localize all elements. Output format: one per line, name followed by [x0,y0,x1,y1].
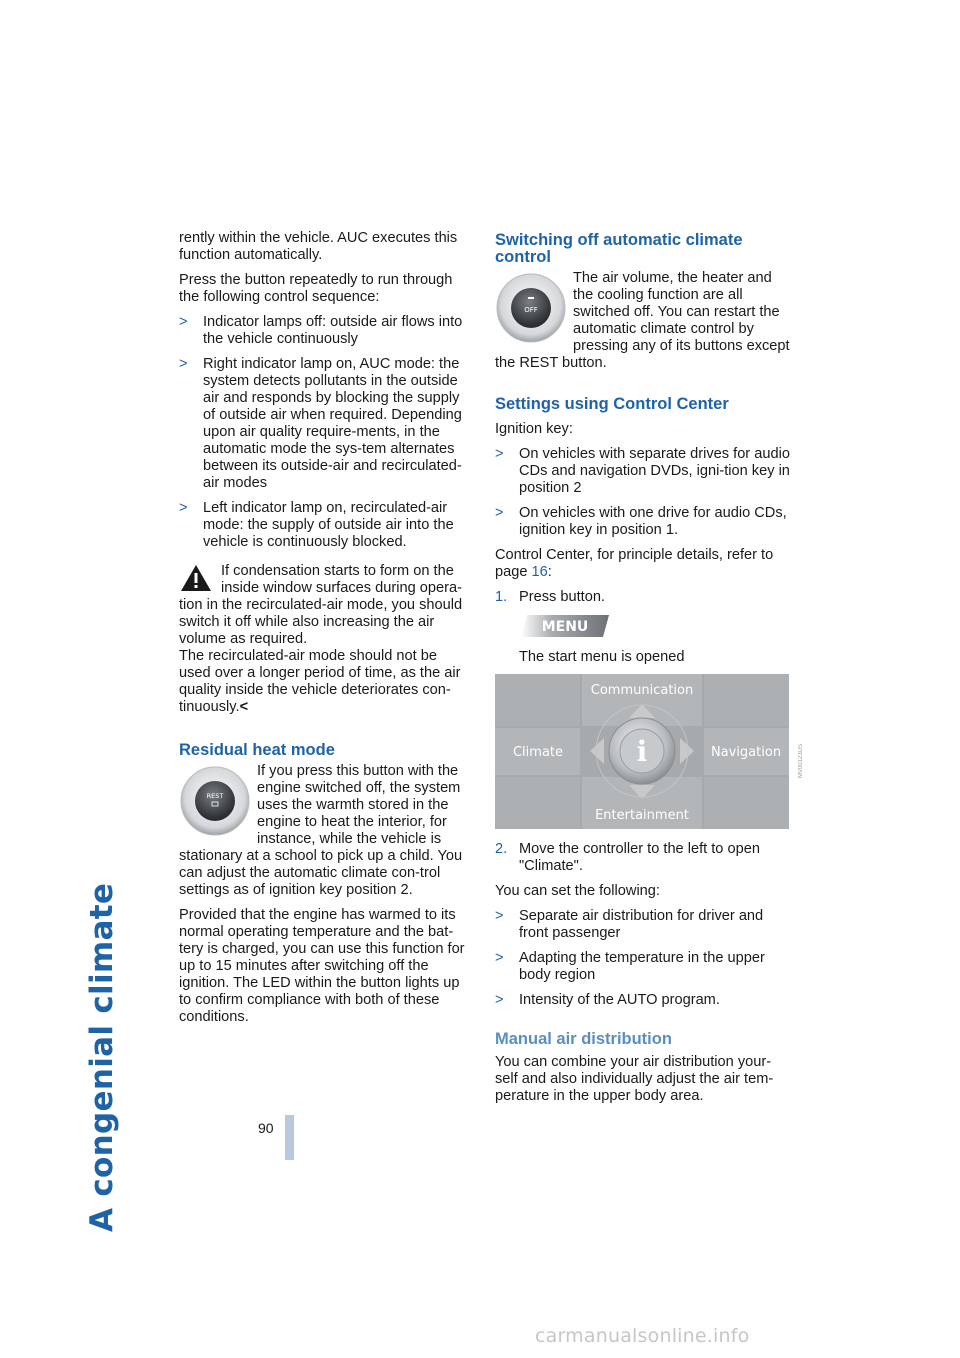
paragraph: Provided that the engine has warmed to its normal operating temperature and the bat-tery is charged, you can use this function for up to 15 minutes after switching off the ignition. The LED within the button lights up to confirm compliance with both of these conditions. [179,907,465,1025]
bullet-text: Right indicator lamp on, AUC mode: the system detects pollutants in the outside air and responds by blocking the supply of outside air when required. Depending upon air quality require-ments, in the automatic mode the sys-tem alternates between its outside-air and recirculated-air modes [203,356,462,491]
warning-text: If condensation starts to form on the inside window surfaces during opera-tion in the recirculated-air mode, you should switch it off while also increasing the air volume as required. [179,563,463,647]
bullet-marker: > [179,314,188,330]
watermark: carmanualsonline.info [535,1325,750,1347]
bullet-marker: > [495,446,504,462]
warning-triangle-icon [179,563,213,593]
section-heading-residual-heat: Residual heat mode [179,741,335,759]
bullet-marker: > [495,505,504,521]
paragraph: The start menu is opened [519,649,685,665]
page-marker-bar [285,1115,294,1160]
info-icon: i [636,735,648,768]
switch-off-block [495,270,791,372]
paragraph: Ignition key: [495,421,573,437]
off-label: OFF [524,306,538,314]
left-column [179,230,471,1034]
bullet-marker: > [495,992,504,1008]
paragraph: Press the button repeatedly to run through the following control sequence: [179,272,453,305]
end-mark: < [239,699,249,715]
menu-item-entertainment[interactable]: Entertainment [595,808,689,823]
section-heading-switch-off: Switching off automatic climate control [495,231,743,266]
list-item [495,992,791,1009]
paragraph [495,547,791,581]
off-button-image [495,272,567,344]
figure-code: MV00123US [798,744,804,779]
menu-button-image [495,614,791,643]
rest-button-image [179,765,251,837]
bullet-text: Adapting the temperature in the upper body region [519,950,765,983]
bullet-text: Intensity of the AUTO program. [519,992,720,1008]
bullet-text: On vehicles with separate drives for audio CDs and navigation DVDs, igni-tion key in position 2 [519,446,790,496]
control-center-start-menu [495,674,804,829]
bullet-marker: > [495,908,504,924]
bullet-marker: > [179,356,188,372]
warning-text-2: The recirculated-air mode should not be used over a longer period of time, as the air quality inside the vehicle deteriorates con-tinuously. [179,648,461,715]
paragraph: The air volume, the heater and the cooling function are all switched off. You can restart the automatic climate control by pressing any of its buttons except the REST button. [495,270,790,371]
paragraph: rently within the vehicle. AUC executes this function automatically. [179,230,458,263]
menu-key-icon [519,614,611,638]
list-item [179,356,471,492]
section-heading-control-center: Settings using Control Center [495,395,729,413]
menu-item-communication[interactable]: Communication [590,683,694,698]
list-item [495,505,791,539]
step-2 [495,841,791,875]
paragraph: You can combine your air distribution your-self and also individually adjust the air tem-perature in the upper body area. [495,1054,774,1104]
residual-heat-block [179,763,471,899]
colon: : [547,564,552,580]
paragraph: You can set the following: [495,883,660,899]
bullet-marker: > [179,500,188,516]
warning-note [179,563,471,716]
step-text: Press button. [519,589,605,605]
menu-label: MENU [541,619,589,635]
bullet-marker: > [495,950,504,966]
step-number: 1. [495,589,508,605]
right-column [495,230,804,1113]
paragraph: If you press this button with the engine switched off, the system uses the warmth stored in the engine to heat the interior, for instance, while the vehicle is stationary at a school to pick up a child. You can adjust the automatic climate con-trol settings as of ignition key position 2. [179,763,463,898]
page-number: 90 [258,1120,274,1136]
bullet-text: Left indicator lamp on, recirculated-air mode: the supply of outside air into the vehicle is continuously blocked. [203,500,454,550]
step-text: Move the controller to the left to open "Climate". [519,841,760,874]
step-number: 2. [495,841,508,857]
list-item [179,314,471,348]
menu-item-climate[interactable]: Climate [512,745,564,760]
list-item [179,500,471,551]
rest-label: REST [206,792,224,800]
list-item [495,908,791,942]
list-item [495,950,791,984]
start-menu-screen [495,674,789,829]
section-heading-manual-air: Manual air distribution [495,1030,672,1048]
page-link[interactable]: 16 [531,564,548,580]
step-1 [495,589,791,606]
menu-item-navigation[interactable]: Navigation [710,745,782,760]
chapter-side-title: A congenial climate [84,882,120,1232]
bullet-text: Separate air distribution for driver and front passenger [519,908,764,941]
bullet-text: On vehicles with one drive for audio CDs, ignition key in position 1. [519,505,787,538]
cc-text: Control Center, for principle details, refer to page [495,547,774,580]
list-item [495,446,791,497]
bullet-text: Indicator lamps off: outside air flows into the vehicle continuously [203,314,463,347]
